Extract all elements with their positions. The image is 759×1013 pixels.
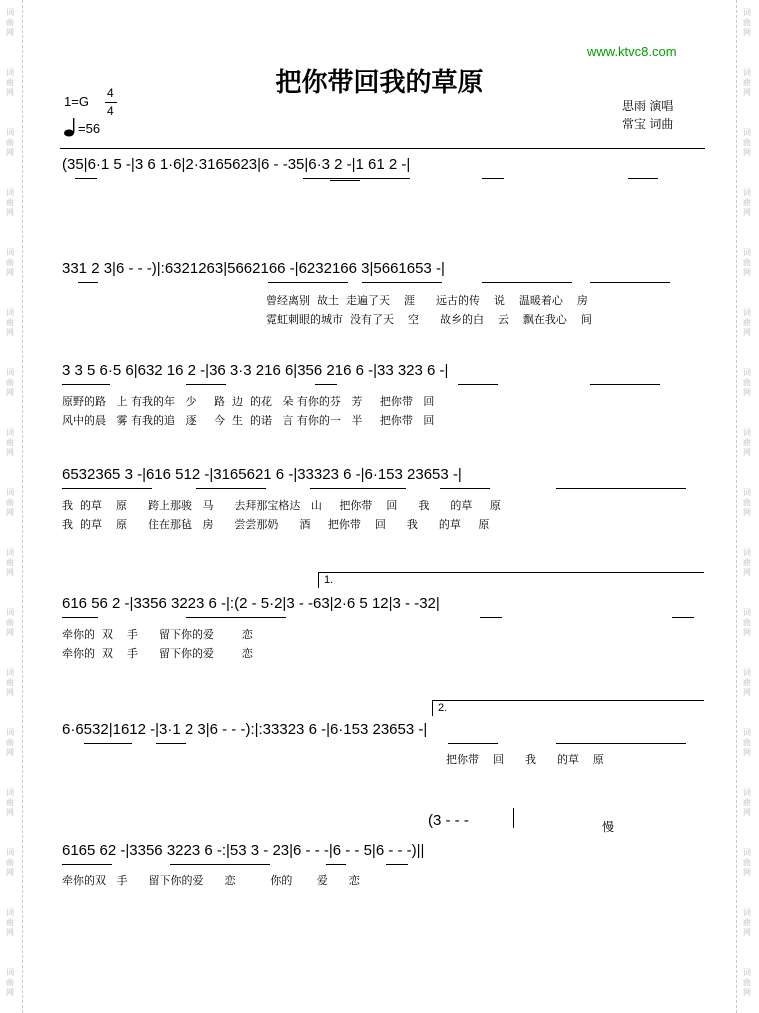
lyric-row-4-verse-1: 我 的草 原 跨上那骏 马 去拜那宝格达 山 把你带 回 我 的草 原 (62, 499, 501, 512)
lyric-row-3-verse-1: 原野的路 上 有我的年 少 路 边 的花 朵 有你的芬 芳 把你带 回 (62, 395, 435, 408)
watermark-mark: 词 曲 网 (743, 428, 751, 457)
score-row-7: 6165 62 -|3356 3223 6 -:|53 3 - 23|6 - - -|6 - - 5|6 - - -)|| (62, 842, 425, 859)
watermark-mark: 词 曲 网 (743, 68, 751, 97)
score-row-6: 6·6532|1612 -|3·1 2 3|6 - - -):|:33323 6 -|6·153 23653 -| (62, 721, 428, 738)
singer-credit: 思雨 演唱 (622, 99, 674, 113)
watermark-mark: 词 曲 网 (743, 548, 751, 577)
lyric-row-6-verse-1: 把你带 回 我 的草 原 (446, 753, 604, 766)
score-row-1: (35|6·1 5 -|3 6 1·6|2·3165623|6 - -35|6·3 2 -|1 61 2 -| (62, 156, 411, 173)
right-watermark-column (736, 0, 759, 1013)
score-row-7-alternate: (3 - - - (428, 812, 469, 829)
watermark-mark: 词 曲 网 (6, 608, 14, 637)
watermark-mark: 词 曲 网 (6, 128, 14, 157)
watermark-mark: 词 曲 网 (6, 368, 14, 397)
watermark-mark: 词 曲 网 (6, 728, 14, 757)
watermark-mark: 词 曲 网 (743, 608, 751, 637)
watermark-mark: 词 曲 网 (6, 668, 14, 697)
quarter-note-icon (64, 117, 78, 141)
watermark-mark: 词 曲 网 (6, 248, 14, 277)
watermark-mark: 词 曲 网 (743, 848, 751, 877)
watermark-mark: 词 曲 网 (6, 488, 14, 517)
key-signature: 1=G (64, 94, 89, 109)
lyric-row-5-verse-2: 牵你的 双 手 留下你的爱 恋 (62, 647, 253, 660)
watermark-mark: 词 曲 网 (743, 968, 751, 997)
lyric-row-7-verse-1: 牵你的双 手 留下你的爱 恋 你的 爱 恋 (62, 874, 360, 887)
watermark-mark: 词 曲 网 (743, 788, 751, 817)
watermark-mark: 词 曲 网 (743, 728, 751, 757)
site-url[interactable]: www.ktvc8.com (587, 44, 677, 59)
watermark-mark: 词 曲 网 (6, 428, 14, 457)
watermark-mark: 词 曲 网 (743, 188, 751, 217)
tempo-instruction: 慢 (602, 820, 615, 834)
lyric-row-5-verse-1: 牵你的 双 手 留下你的爱 恋 (62, 628, 253, 641)
watermark-mark: 词 曲 网 (743, 368, 751, 397)
watermark-mark: 词 曲 网 (743, 668, 751, 697)
watermark-mark: 词 曲 网 (743, 488, 751, 517)
watermark-mark: 词 曲 网 (6, 848, 14, 877)
song-title: 把你带回我的草原 (275, 68, 484, 98)
watermark-mark: 词 曲 网 (6, 788, 14, 817)
tempo-mark: =56 (78, 121, 101, 136)
time-signature-top: 4 (107, 86, 114, 100)
watermark-mark: 词 曲 网 (743, 908, 751, 937)
score-row-2: 331 2 3|6 - - -)|:6321263|5662166 -|6232166 3|5661653 -| (62, 260, 445, 277)
watermark-mark: 词 曲 网 (6, 188, 14, 217)
watermark-mark: 词 曲 网 (6, 908, 14, 937)
watermark-mark: 词 曲 网 (743, 248, 751, 277)
volta-2-label: 2. (438, 702, 448, 714)
watermark-mark: 词 曲 网 (743, 128, 751, 157)
watermark-mark: 词 曲 网 (6, 8, 14, 37)
time-signature-bottom: 4 (107, 104, 114, 118)
score-row-3: 3 3 5 6·5 6|632 16 2 -|36 3·3 216 6|356 216 6 -|33 323 6 -| (62, 362, 449, 379)
lyric-row-2-verse-1: 曾经离别 故土 走遍了天 涯 远古的传 说 温暖着心 房 (266, 294, 588, 307)
watermark-mark: 词 曲 网 (6, 308, 14, 337)
watermark-mark: 词 曲 网 (6, 68, 14, 97)
score-row-5: 616 56 2 -|3356 3223 6 -|:(2 - 5·2|3 - -63|2·6 5 12|3 - -32| (62, 595, 440, 612)
lyric-row-4-verse-2: 我 的草 原 住在那毡 房 尝尝那奶 酒 把你带 回 我 的草 原 (62, 518, 490, 531)
lyric-row-2-verse-2: 霓虹刺眼的城市 没有了天 空 故乡的白 云 飘在我心 间 (266, 313, 592, 326)
watermark-mark: 词 曲 网 (6, 548, 14, 577)
writer-credit: 常宝 词曲 (622, 117, 674, 131)
watermark-mark: 词 曲 网 (6, 968, 14, 997)
volta-1-label: 1. (324, 574, 334, 586)
lyric-row-3-verse-2: 风中的晨 雾 有我的追 逐 今 生 的诺 言 有你的一 半 把你带 回 (62, 414, 435, 427)
score-row-4: 6532365 3 -|616 512 -|3165621 6 -|33323 6 -|6·153 23653 -| (62, 466, 462, 483)
watermark-mark: 词 曲 网 (743, 8, 751, 37)
watermark-mark: 词 曲 网 (743, 308, 751, 337)
left-watermark-column (0, 0, 23, 1013)
